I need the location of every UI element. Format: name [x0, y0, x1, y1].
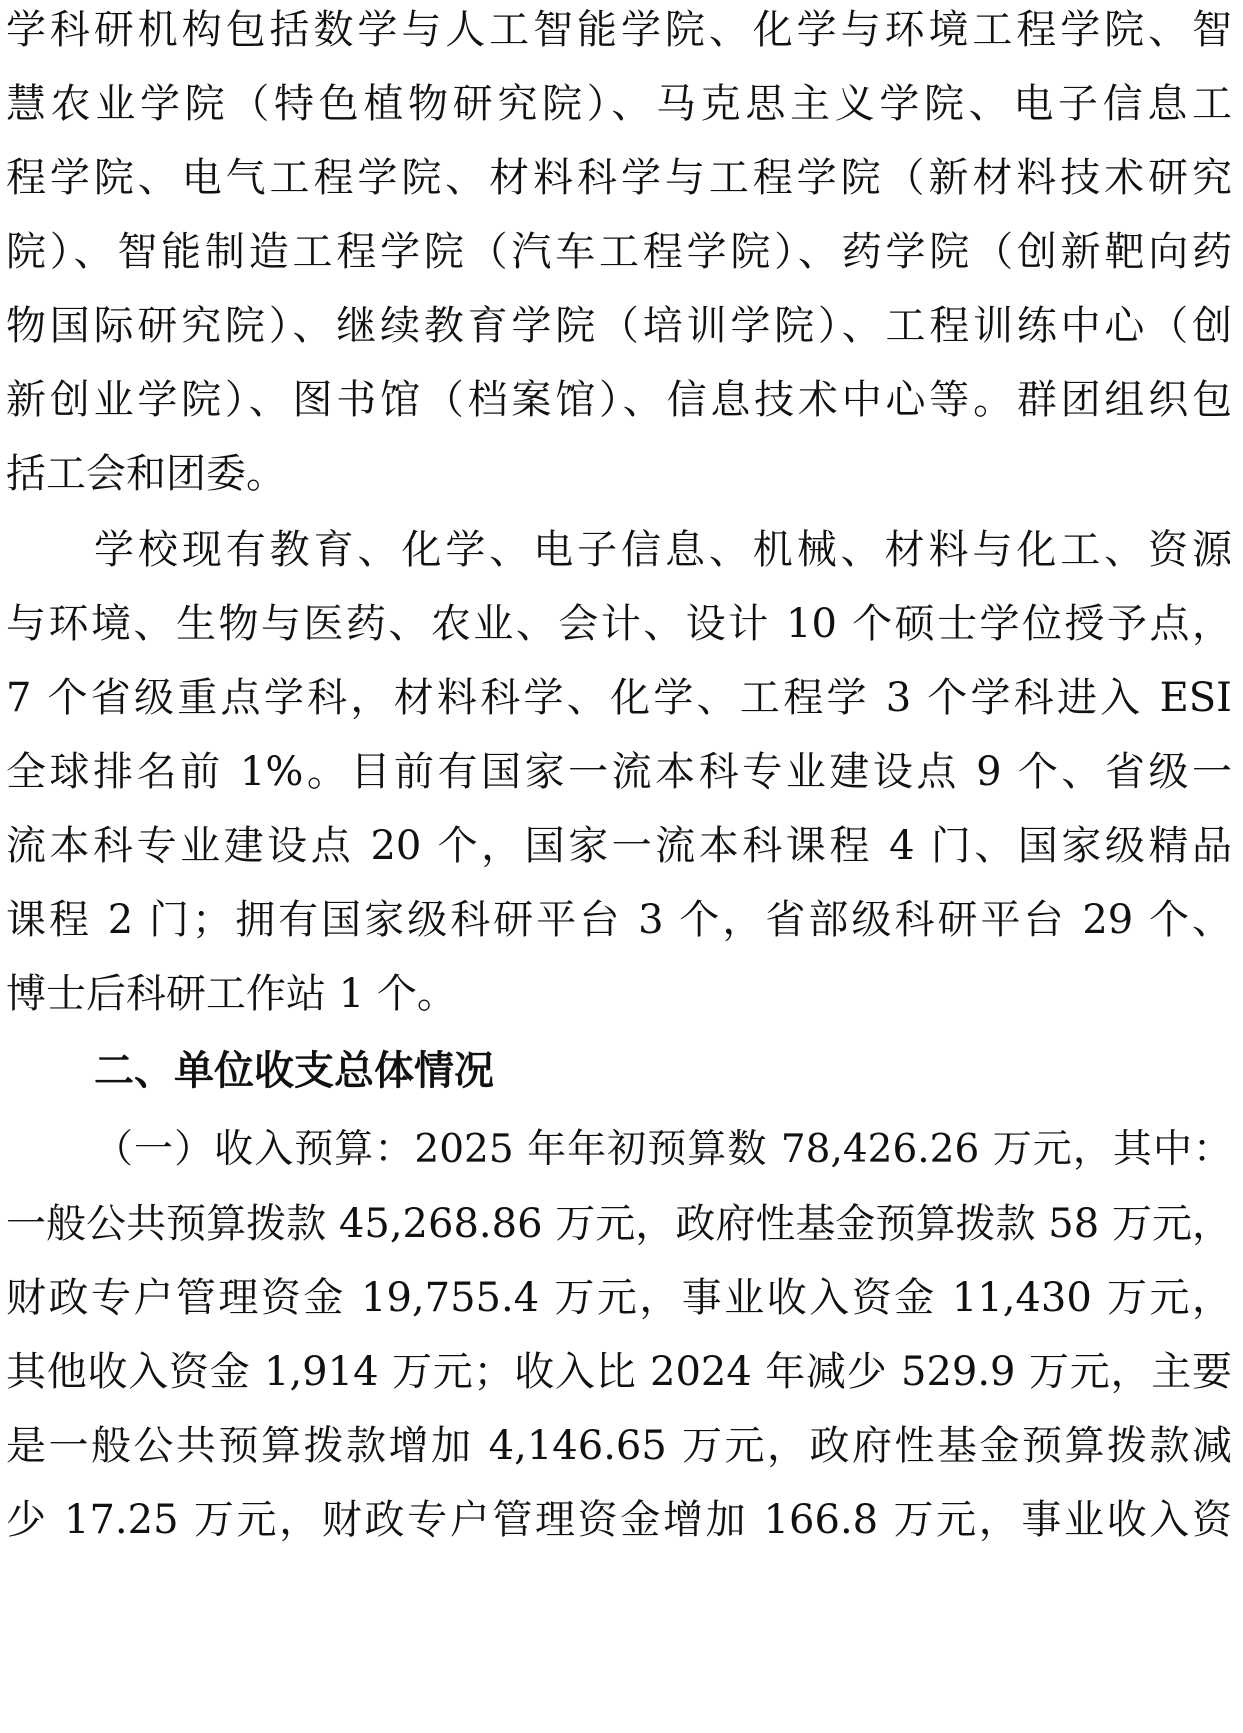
- paragraph-line: 流本科专业建设点 20 个，国家一流本科课程 4 门、国家级精品: [6, 823, 1232, 869]
- paragraph-line: 少 17.25 万元，财政专户管理资金增加 166.8 万元，事业收入资: [6, 1497, 1232, 1543]
- paragraph-line: 与环境、生物与医药、农业、会计、设计 10 个硕士学位授予点，: [6, 601, 1232, 647]
- paragraph-line: （一）收入预算：2025 年年初预算数 78,426.26 万元，其中：: [94, 1127, 1232, 1172]
- paragraph-line: 学校现有教育、化学、电子信息、机械、材料与化工、资源: [94, 527, 1232, 573]
- paragraph-line: 7 个省级重点学科，材料科学、化学、工程学 3 个学科进入 ESI: [6, 675, 1232, 721]
- paragraph-line: 物国际研究院）、继续教育学院（培训学院）、工程训练中心（创: [6, 303, 1232, 349]
- paragraph-line: 程学院、电气工程学院、材料科学与工程学院（新材料技术研究: [6, 155, 1232, 201]
- paragraph-line: 学科研机构包括数学与人工智能学院、化学与环境工程学院、智: [6, 7, 1232, 53]
- paragraph-line: 全球排名前 1%。目前有国家一流本科专业建设点 9 个、省级一: [6, 749, 1232, 795]
- paragraph-line: 慧农业学院（特色植物研究院）、马克思主义学院、电子信息工: [6, 81, 1232, 127]
- paragraph-line: 院）、智能制造工程学院（汽车工程学院）、药学院（创新靶向药: [6, 229, 1232, 275]
- paragraph-line: 其他收入资金 1,914 万元；收入比 2024 年减少 529.9 万元，主要: [6, 1349, 1232, 1395]
- section-heading: 二、单位收支总体情况: [94, 1048, 494, 1094]
- paragraph-line: 博士后科研工作站 1 个。: [6, 971, 457, 1017]
- paragraph-line: 一般公共预算拨款 45,268.86 万元，政府性基金预算拨款 58 万元，: [6, 1201, 1232, 1247]
- paragraph-line: 是一般公共预算拨款增加 4,146.65 万元，政府性基金预算拨款减: [6, 1423, 1232, 1469]
- paragraph-line: 括工会和团委。: [6, 451, 286, 497]
- paragraph-line: 财政专户管理资金 19,755.4 万元，事业收入资金 11,430 万元，: [6, 1275, 1232, 1321]
- paragraph-line: 新创业学院）、图书馆（档案馆）、信息技术中心等。群团组织包: [6, 377, 1232, 423]
- paragraph-line: 课程 2 门；拥有国家级科研平台 3 个，省部级科研平台 29 个、: [6, 897, 1232, 943]
